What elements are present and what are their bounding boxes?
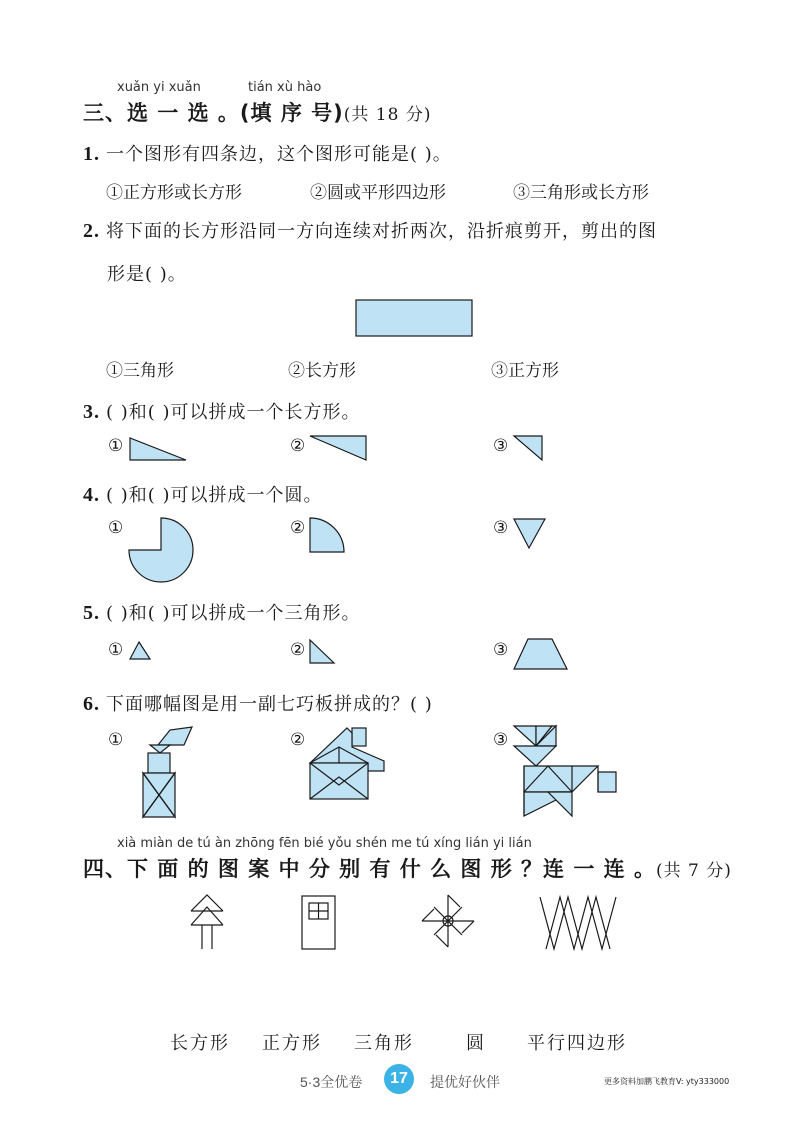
- section3-points: (共 18 分): [343, 105, 432, 125]
- q4-shape-1-three-quarter-circle[interactable]: [126, 516, 196, 584]
- question-1-number: 1.: [83, 143, 100, 165]
- footer-slogan: 提优好伙伴: [430, 1074, 500, 1090]
- section3-title-text: 三、选 一 选 。(填 序 号): [83, 101, 344, 125]
- shape-name-triangle[interactable]: 三角形: [354, 1033, 414, 1054]
- q2-option-2[interactable]: ②长方形: [288, 361, 356, 381]
- q5-mark-1[interactable]: ①: [108, 640, 124, 660]
- question-2-number: 2.: [83, 220, 100, 242]
- section3-title: [83, 97, 431, 127]
- question-5: [83, 599, 361, 625]
- q6-mark-1[interactable]: ①: [108, 730, 124, 750]
- question-5-number: 5.: [83, 602, 100, 624]
- q5-shape-2-right-triangle[interactable]: [308, 638, 338, 666]
- question-3: [83, 398, 361, 424]
- q3-mark-3[interactable]: ③: [493, 436, 509, 456]
- section4-points: (共 7 分): [655, 861, 732, 881]
- pattern-lattice-figure[interactable]: [538, 893, 618, 953]
- page-number-badge: 17: [384, 1064, 414, 1094]
- section4-pinyin: xià miàn de tú àn zhōng fēn bié yǒu shén me tú xíng lián yi lián: [117, 836, 532, 851]
- q6-mark-3[interactable]: ③: [493, 730, 509, 750]
- q4-mark-1[interactable]: ①: [108, 518, 124, 538]
- question-4-text: ( )和( )可以拼成一个圆。: [106, 485, 323, 506]
- section3-pinyin-b: tián xù hào: [248, 80, 322, 95]
- section4-title: [83, 853, 732, 883]
- question-6-number: 6.: [83, 693, 100, 715]
- q6-figure-2-tangram[interactable]: [306, 725, 388, 801]
- q1-option-2[interactable]: ②圆或平形四边形: [310, 183, 446, 203]
- q6-figure-3-tangram[interactable]: [512, 724, 618, 818]
- shape-name-circle[interactable]: 圆: [466, 1033, 486, 1054]
- question-1: [83, 140, 452, 166]
- question-1-text: 一个图形有四条边，这个图形可能是( )。: [106, 144, 452, 165]
- q3-shape-3-triangle[interactable]: [512, 434, 548, 464]
- section3-pinyin-a: xuǎn yi xuǎn: [117, 80, 201, 95]
- q5-shape-3-trapezoid[interactable]: [512, 637, 570, 671]
- q4-shape-2-quarter-circle[interactable]: [308, 516, 346, 554]
- footer-brand: 5·3全优卷: [300, 1074, 363, 1090]
- question-6: [83, 690, 433, 716]
- q5-mark-2[interactable]: ②: [290, 640, 306, 660]
- question-2: [83, 217, 657, 243]
- q4-mark-3[interactable]: ③: [493, 518, 509, 538]
- rectangle-figure: [355, 299, 473, 337]
- question-3-number: 3.: [83, 401, 100, 423]
- q4-mark-2[interactable]: ②: [290, 518, 306, 538]
- question-3-text: ( )和( )可以拼成一个长方形。: [106, 402, 361, 423]
- section4-title-text: 四、下 面 的 图 案 中 分 别 有 什 么 图 形 ？连 一 连 。: [83, 857, 656, 881]
- q2-option-1[interactable]: ①三角形: [106, 361, 174, 381]
- q3-mark-2[interactable]: ②: [290, 436, 306, 456]
- q5-shape-1-triangle[interactable]: [128, 640, 154, 662]
- question-6-text: 下面哪幅图是用一副七巧板拼成的？( ): [106, 694, 433, 715]
- footer-note: 更多资料加鹏飞教育V: yty333000: [604, 1077, 730, 1086]
- q2-option-3[interactable]: ③正方形: [491, 361, 559, 381]
- shape-name-rectangle[interactable]: 长方形: [170, 1033, 230, 1054]
- pattern-tree-figure[interactable]: [187, 893, 227, 953]
- pattern-pinwheel-figure[interactable]: [420, 893, 476, 949]
- pattern-window-figure[interactable]: [300, 894, 338, 952]
- question-4: [83, 481, 323, 507]
- q4-shape-3-sector[interactable]: [512, 516, 548, 550]
- q5-mark-3[interactable]: ③: [493, 640, 509, 660]
- q6-mark-2[interactable]: ②: [290, 730, 306, 750]
- shape-name-square[interactable]: 正方形: [262, 1033, 322, 1054]
- question-2-text-line2: 形是( )。: [107, 264, 187, 285]
- q3-shape-1-triangle[interactable]: [128, 436, 190, 462]
- question-5-text: ( )和( )可以拼成一个三角形。: [106, 603, 361, 624]
- shape-name-parallelogram[interactable]: 平行四边形: [527, 1033, 627, 1054]
- q6-figure-1-tangram[interactable]: [126, 725, 196, 821]
- question-2-text-line1: 将下面的长方形沿同一方向连续对折两次，沿折痕剪开，剪出的图: [106, 221, 657, 242]
- q3-mark-1[interactable]: ①: [108, 436, 124, 456]
- q1-option-1[interactable]: ①正方形或长方形: [106, 183, 242, 203]
- q3-shape-2-triangle[interactable]: [308, 434, 370, 462]
- question-4-number: 4.: [83, 484, 100, 506]
- q1-option-3[interactable]: ③三角形或长方形: [513, 183, 649, 203]
